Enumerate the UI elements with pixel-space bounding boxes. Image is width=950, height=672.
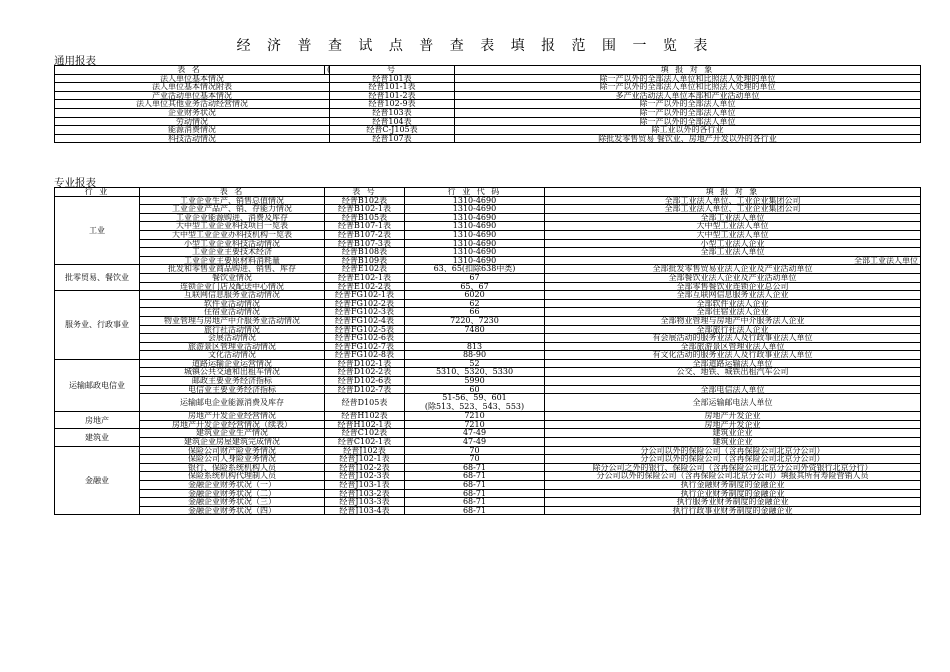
- table-name-cell: 工业企业产品产、销、存能力情况: [140, 205, 325, 214]
- form-number-cell: 经普D102-7表: [325, 385, 405, 394]
- table-name-cell: 企业财务状况: [55, 108, 330, 117]
- industry-cell: 运输邮政电信业: [55, 359, 140, 411]
- general-row: [55, 108, 921, 117]
- header-form-number: 表 号: [325, 188, 405, 197]
- form-number-cell: 经普J102-1表: [325, 455, 405, 464]
- industry-code-cell: 68-71: [405, 489, 545, 498]
- form-number-cell: 经普D102-1表: [325, 359, 405, 368]
- industry-code-cell: 70: [405, 446, 545, 455]
- scope-cell: 全部工业法人单位: [545, 256, 921, 265]
- scope-cell: 建筑业企业: [545, 438, 921, 447]
- form-number-cell: 经普B102-1表: [325, 205, 405, 214]
- form-number-cell: 经普B105表: [325, 213, 405, 222]
- header-industry-code: 行 业 代 码: [405, 188, 545, 197]
- form-number-cell: 经普B108表: [325, 248, 405, 257]
- industry-cell: 服务业、行政事业: [55, 291, 140, 360]
- industry-code-cell: 7220、7230: [405, 316, 545, 325]
- table-name-cell: 工业企业主要技术经济: [140, 248, 325, 257]
- industry-code-cell: 1310-4690: [405, 239, 545, 248]
- industry-code-cell: 47-49: [405, 429, 545, 438]
- scope-cell: 执行行政事业财务制度的金融企业: [545, 506, 921, 515]
- table-name-cell: 大中型工业企业办科技机构一览表: [140, 230, 325, 239]
- special-row: [55, 205, 921, 214]
- industry-code-cell: 66: [405, 308, 545, 317]
- form-number-cell: 经普J103-2表: [325, 489, 405, 498]
- general-table: [54, 65, 921, 143]
- industry-code-cell: 67: [405, 273, 545, 282]
- special-row: [55, 368, 921, 377]
- special-row: [55, 291, 921, 300]
- industry-code-cell: 68-71: [405, 481, 545, 490]
- special-row: [55, 316, 921, 325]
- table-name-cell: 批发和零售业商品购进、销售、库存: [140, 265, 325, 274]
- special-header-row: [55, 188, 921, 197]
- table-name-cell: 金融企业财务状况（三）: [140, 498, 325, 507]
- industry-code-cell: 70: [405, 455, 545, 464]
- table-name-cell: 文化活动情况: [140, 351, 325, 360]
- scope-cell: 全部运输邮电法人单位: [545, 394, 921, 412]
- page-title: 经 济 普 查 试 点 普 查 表 填 报 范 围 一 览 表: [236, 38, 714, 54]
- scope-cell: 全部旅行社法人企业: [545, 325, 921, 334]
- form-number-cell: 经普102-9表: [330, 100, 455, 109]
- scope-cell: 除分公司之外的银行、保险公司（含再保险公司北京分公司外资银行北京分行）: [545, 463, 921, 472]
- table-name-cell: 电信业主要业务经济指标: [140, 385, 325, 394]
- table-name-cell: 保险公司财产险业务情况: [140, 446, 325, 455]
- form-number-cell: 经普E102表: [325, 265, 405, 274]
- form-number-cell: 经普D102-6表: [325, 377, 405, 386]
- table-name-cell: 住宿业活动情况: [140, 308, 325, 317]
- scope-cell: 全部工业法人单位: [545, 213, 921, 222]
- form-number-cell: 经普J102表: [325, 446, 405, 455]
- header-industry: 行 业: [55, 188, 140, 197]
- table-name-cell: 道路运输企业运营情况: [140, 359, 325, 368]
- industry-cell: 房地产: [55, 412, 140, 429]
- scope-cell: 小型工业法人企业: [545, 239, 921, 248]
- form-number-cell: 经普B107-2表: [325, 230, 405, 239]
- scope-cell: 多产业活动法人单位本部和产业活动单位: [455, 91, 921, 100]
- form-number-cell: 经普D102-2表: [325, 368, 405, 377]
- form-number-cell: 经普101表: [330, 74, 455, 83]
- form-number-cell: 经普FG102-4表: [325, 316, 405, 325]
- form-number-cell: 经普J103-3表: [325, 498, 405, 507]
- scope-cell: 全部零售餐饮业连锁企业总公司: [545, 282, 921, 291]
- table-name-cell: 旅行社活动情况: [140, 325, 325, 334]
- industry-code-cell: 62: [405, 299, 545, 308]
- industry-code-cell: 7480: [405, 325, 545, 334]
- table-name-cell: 能源消费情况: [55, 126, 330, 135]
- special-section-label: 专业报表: [54, 177, 96, 189]
- header-form-number: 号: [330, 66, 455, 75]
- table-name-cell: 工业企业生产、销售总值情况: [140, 196, 325, 205]
- industry-code-cell: 1310-4690: [405, 248, 545, 257]
- industry-code-cell: 1310-4690: [405, 256, 545, 265]
- industry-code-cell: 1310-4690: [405, 196, 545, 205]
- table-name-cell: 会展活动情况: [140, 334, 325, 343]
- general-row: [55, 126, 921, 135]
- scope-cell: 执行金融财务制度的金融企业: [545, 481, 921, 490]
- special-table: [54, 187, 921, 515]
- industry-code-cell: 7210: [405, 420, 545, 429]
- industry-code-cell: 63、65(扣除638中类): [405, 265, 545, 274]
- scope-cell: 大中型工业法人单位: [545, 222, 921, 231]
- industry-cell: 金融业: [55, 446, 140, 515]
- general-section-label: 通用报表: [54, 55, 96, 67]
- table-name-cell: 建筑企业房屋建筑完成情况: [140, 438, 325, 447]
- form-number-cell: 经普FG102-2表: [325, 299, 405, 308]
- general-row: [55, 134, 921, 143]
- scope-cell: 全部软件业法人企业: [545, 299, 921, 308]
- industry-cell: 建筑业: [55, 429, 140, 446]
- scope-cell: 除一产以外的全部法人单位: [455, 117, 921, 126]
- table-name-cell: 旅游景区管理业活动情况: [140, 342, 325, 351]
- table-name-cell: 餐饮业情况: [140, 273, 325, 282]
- industry-code-cell: 813: [405, 342, 545, 351]
- table-name-cell: 法人单位基本情况: [55, 74, 330, 83]
- header-bracket: (: [325, 66, 330, 75]
- special-row: [55, 351, 921, 360]
- scope-cell: 除一产以外的全部法人单位: [455, 100, 921, 109]
- table-name-cell: 大中型工业企业科技项目一览表: [140, 222, 325, 231]
- scope-cell: 除批发零售贸易 餐饮业、房地产开发以外的各行业: [455, 134, 921, 143]
- form-number-cell: 经普B109表: [325, 256, 405, 265]
- scope-cell: 全部物业管理与房地产中介服务法人企业: [545, 316, 921, 325]
- scope-cell: 全部工业法人单位、工业企业集团公司: [545, 205, 921, 214]
- form-number-cell: 经普FG102-3表: [325, 308, 405, 317]
- table-name-cell: 金融企业财务状况（二）: [140, 489, 325, 498]
- form-number-cell: 经普FG102-7表: [325, 342, 405, 351]
- form-number-cell: 经普FG102-1表: [325, 291, 405, 300]
- form-number-cell: 经普J103-4表: [325, 506, 405, 515]
- scope-cell: 房地产开发企业: [545, 412, 921, 421]
- header-scope: 填 报 对 象: [545, 188, 921, 197]
- industry-code-cell: 1310-4690: [405, 213, 545, 222]
- special-row: [55, 472, 921, 481]
- industry-code-cell: 68-71: [405, 463, 545, 472]
- scope-cell: 建筑业企业: [545, 429, 921, 438]
- form-number-cell: 经普103表: [330, 108, 455, 117]
- special-row: [55, 299, 921, 308]
- scope-cell: 公交、地铁、城铁出租汽车公司: [545, 368, 921, 377]
- scope-cell: 分公司以外的保险公司（含再保险公司北京分公司）填报其所有寿险营销人员: [545, 472, 921, 481]
- form-number-cell: 经普H102-1表: [325, 420, 405, 429]
- special-row: [55, 334, 921, 343]
- scope-cell: 有文化活动的服务业法人及行政事业法人单位: [545, 351, 921, 360]
- industry-code-cell: 68-71: [405, 472, 545, 481]
- scope-cell: 执行服务业财务制度的金融企业: [545, 498, 921, 507]
- scope-cell: 除工业以外的各行业: [455, 126, 921, 135]
- table-name-cell: 工业企业能源购进、消费及库存: [140, 213, 325, 222]
- scope-cell: 执行企业财务制度的金融企业: [545, 489, 921, 498]
- scope-cell: 分公司以外的保险公司（含再保险公司北京分公司）: [545, 455, 921, 464]
- special-row: [55, 506, 921, 515]
- scope-cell: 全部电信法人单位: [545, 385, 921, 394]
- form-number-cell: 经普C102-1表: [325, 438, 405, 447]
- header-table-name: 表 名: [140, 188, 325, 197]
- industry-code-cell: 88-90: [405, 351, 545, 360]
- scope-cell: 全部餐饮业法人企业及产业活动单位: [545, 273, 921, 282]
- form-number-cell: 经普E102-2表: [325, 282, 405, 291]
- industry-code-cell: [405, 334, 545, 343]
- form-number-cell: 经普D105表: [325, 394, 405, 412]
- industry-code-cell: 1310-4690: [405, 222, 545, 231]
- industry-code-cell: 68-71: [405, 498, 545, 507]
- scope-cell: 全部道路运输法人单位: [545, 359, 921, 368]
- scope-cell: 除一产以外的全部法人单位和比照法人处理的单位: [455, 83, 921, 92]
- industry-code-cell: 60: [405, 385, 545, 394]
- form-number-cell: 经普J102-2表: [325, 463, 405, 472]
- form-number-cell: 经普101-2表: [330, 91, 455, 100]
- table-name-cell: 物业管理与房地产中介服务业活动情况: [140, 316, 325, 325]
- form-number-cell: 经普FG102-6表: [325, 334, 405, 343]
- scope-cell: [545, 377, 921, 386]
- special-row: [55, 481, 921, 490]
- scope-cell: 全部工业法人单位、工业企业集团公司: [545, 196, 921, 205]
- industry-code-cell: 1310-4690: [405, 230, 545, 239]
- scope-cell: 全部旅游景区管理业法人单位: [545, 342, 921, 351]
- scope-cell: 房地产开发企业: [545, 420, 921, 429]
- table-name-cell: 城镇公共交通和出租车情况: [140, 368, 325, 377]
- form-number-cell: 经普104表: [330, 117, 455, 126]
- scope-cell: 全部住宿业法人企业: [545, 308, 921, 317]
- form-number-cell: 经普C-J105表: [330, 126, 455, 135]
- scope-cell: 除一产以外的全部法人单位: [455, 108, 921, 117]
- form-number-cell: 经普FG102-8表: [325, 351, 405, 360]
- scope-cell: 全部工业法人单位: [545, 248, 921, 257]
- industry-code-cell: 51-56、59、601 (除513、523、543、553): [405, 394, 545, 412]
- special-row: [55, 394, 921, 412]
- special-row: [55, 273, 921, 282]
- table-name-cell: 邮政主要业务经济指标: [140, 377, 325, 386]
- form-number-cell: 经普C102表: [325, 429, 405, 438]
- industry-code-cell: 52: [405, 359, 545, 368]
- table-name-cell: 小型工业企业科技活动情况: [140, 239, 325, 248]
- industry-code-cell: 5990: [405, 377, 545, 386]
- table-name-cell: 互联网信息服务业活动情况: [140, 291, 325, 300]
- special-row: [55, 230, 921, 239]
- form-number-cell: 经普B107-3表: [325, 239, 405, 248]
- industry-code-cell: 1310-4690: [405, 205, 545, 214]
- general-row: [55, 83, 921, 92]
- table-name-cell: 法人单位其他业务活动经营情况: [55, 100, 330, 109]
- table-name-cell: 工业企业主要原材料消耗量: [140, 256, 325, 265]
- industry-cell: 批零贸易、餐饮业: [55, 265, 140, 291]
- form-number-cell: 经普H102表: [325, 412, 405, 421]
- general-header-row: [55, 66, 921, 75]
- scope-cell: 除一产以外的全部法人单位和比照法人处理的单位: [455, 74, 921, 83]
- industry-code-cell: 6020: [405, 291, 545, 300]
- table-name-cell: 产业活动单位基本情况: [55, 91, 330, 100]
- table-name-cell: 建筑业企业生产情况: [140, 429, 325, 438]
- table-name-cell: 保险系统机构代理制人员: [140, 472, 325, 481]
- form-number-cell: 经普B102表: [325, 196, 405, 205]
- scope-cell: 大中型工业法人单位: [545, 230, 921, 239]
- form-number-cell: 经普FG102-5表: [325, 325, 405, 334]
- header-scope: 填 报 对 象: [455, 66, 921, 75]
- table-name-cell: 金融企业财务状况（四）: [140, 506, 325, 515]
- form-number-cell: 经普E102-1表: [325, 273, 405, 282]
- scope-cell: 分公司以外的保险公司（含再保险公司北京分公司）: [545, 446, 921, 455]
- industry-code-cell: 47-49: [405, 438, 545, 447]
- form-number-cell: 经普107表: [330, 134, 455, 143]
- special-row: [55, 438, 921, 447]
- table-name-cell: 法人单位基本情况附表: [55, 83, 330, 92]
- table-name-cell: 保险公司人身险业务情况: [140, 455, 325, 464]
- header-table-name: 表 名: [55, 66, 325, 75]
- form-number-cell: 经普J102-3表: [325, 472, 405, 481]
- table-name-cell: 房地产开发企业经营情况（续表）: [140, 420, 325, 429]
- scope-cell: 全部批发零售贸易业法人企业及产业活动单位: [545, 265, 921, 274]
- special-row: [55, 420, 921, 429]
- industry-code-cell: 68-71: [405, 506, 545, 515]
- table-name-cell: 房地产开发企业经营情况: [140, 412, 325, 421]
- table-name-cell: 运输邮电企业能源消费及库存: [140, 394, 325, 412]
- form-number-cell: 经普J103-1表: [325, 481, 405, 490]
- table-name-cell: 软件业活动情况: [140, 299, 325, 308]
- table-name-cell: 科技活动情况: [55, 134, 330, 143]
- scope-cell: 有会展活动的服务业法人及行政事业法人单位: [545, 334, 921, 343]
- special-row: [55, 498, 921, 507]
- form-number-cell: 经普101-1表: [330, 83, 455, 92]
- scope-cell: 全部互联网信息服务业法人企业: [545, 291, 921, 300]
- form-number-cell: 经普B107-1表: [325, 222, 405, 231]
- industry-cell: 工业: [55, 196, 140, 265]
- table-name-cell: 银行、保险系统机构人员: [140, 463, 325, 472]
- table-name-cell: 劳动情况: [55, 117, 330, 126]
- table-name-cell: 金融企业财务状况（一）: [140, 481, 325, 490]
- special-row: [55, 377, 921, 386]
- table-name-cell: 连锁企业门店及配送中心情况: [140, 282, 325, 291]
- industry-code-cell: 65、67: [405, 282, 545, 291]
- industry-code-cell: 5310、5320、5330: [405, 368, 545, 377]
- special-row: [55, 248, 921, 257]
- special-row: [55, 489, 921, 498]
- industry-code-cell: 7210: [405, 412, 545, 421]
